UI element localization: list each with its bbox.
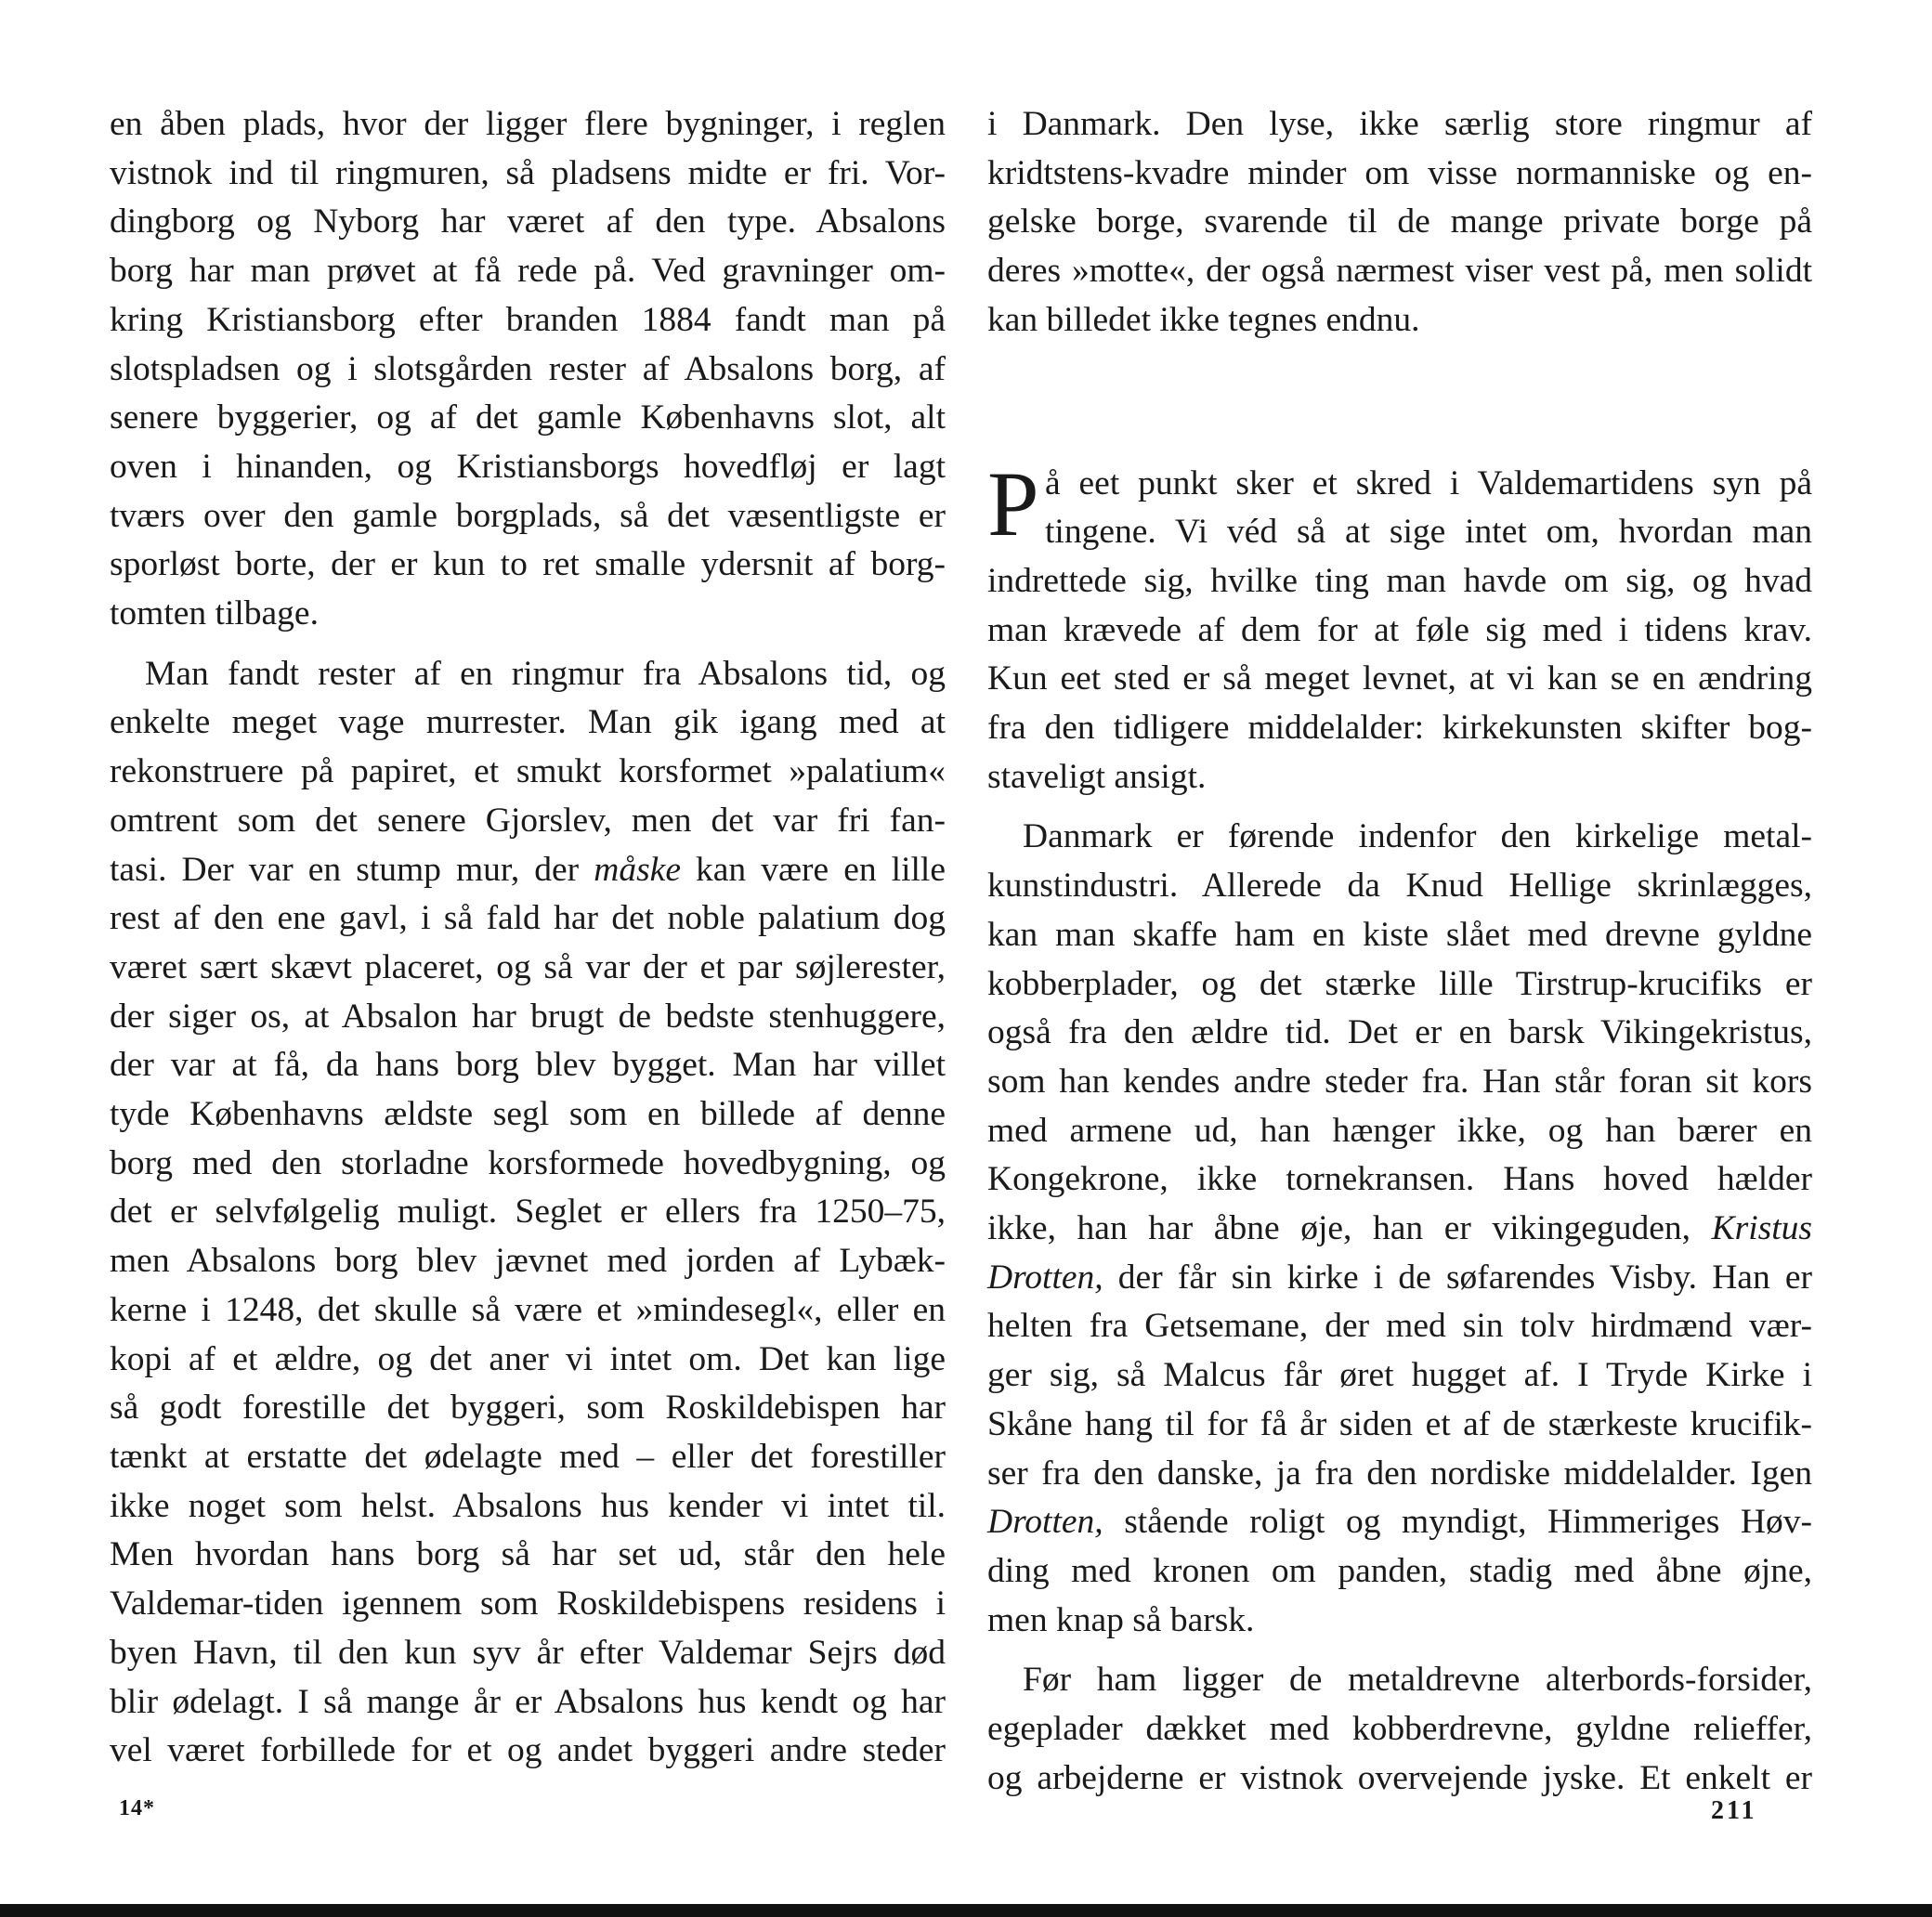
text-line: og arbejderne er vistnok overvejende jyske. Et enkelt er xyxy=(987,1758,1812,1797)
text-line: der var at få, da hans borg blev bygget. Man har villet xyxy=(110,1046,946,1085)
text-line: gelske borge, svarende til de mange private borge på xyxy=(987,202,1812,241)
text-line: vel været forbillede for et og andet byggeri andre steder xyxy=(110,1731,946,1770)
text-line: enkelte meget vage murrester. Man gik igang med at xyxy=(110,703,946,742)
text-line: Men hvordan hans borg så har set ud, står den hele xyxy=(110,1535,946,1574)
paragraph xyxy=(110,100,946,639)
text-line: ger sig, så Malcus får øret hugget af. I Tryde Kirke i xyxy=(987,1356,1812,1395)
text-line: rekonstruere på papiret, et smukt korsformet »palatium« xyxy=(110,752,946,791)
text-line: også fra den ældre tid. Det er en barsk Vikingekristus, xyxy=(987,1013,1812,1052)
text-line: å eet punkt sker et skred i Valdemartidens syn på xyxy=(1045,463,1812,502)
text-line: ikke, han har åbne øje, han er vikingeguden, Kristus xyxy=(987,1209,1812,1248)
text-line: oven i hinanden, og Kristiansborgs hovedfløj er lagt xyxy=(110,447,946,486)
text-line: Danmark er førende indenfor den kirkelige metal- xyxy=(1023,817,1812,856)
text-line: egeplader dækket med kobberdrevne, gyldne relieffer, xyxy=(987,1710,1812,1749)
paragraph xyxy=(987,1656,1812,1803)
text-line: indrettede sig, hvilke ting man havde om sig, og hvad xyxy=(987,561,1812,600)
right-column xyxy=(987,100,1812,1804)
paragraph xyxy=(110,650,946,1776)
drop-cap: P xyxy=(987,451,1039,555)
text-line: været sært skævt placeret, og så var der et par søjlerester, xyxy=(110,947,946,986)
text-line: så godt forestille det byggeri, som Roskildebispen har xyxy=(110,1389,946,1428)
text-line: men knap så barsk. xyxy=(987,1600,1255,1639)
text-line: tyde Københavns ældste segl som en billede af denne xyxy=(110,1095,946,1134)
text-line: en åben plads, hvor der ligger flere bygninger, i reglen xyxy=(110,105,946,143)
text-line: vistnok ind til ringmuren, så pladsens midte er fri. Vor- xyxy=(110,153,946,192)
text-line: slotspladsen og i slotsgården rester af Absalons borg, af xyxy=(110,349,946,388)
text-line: Drotten, stående roligt og myndigt, Himmeriges Høv- xyxy=(987,1503,1812,1542)
text-line: tasi. Der var en stump mur, der måske kan være en lille xyxy=(110,850,946,889)
text-line: deres »motte«, der også nærmest viser vest på, men solidt xyxy=(987,252,1812,291)
text-line: ding med kronen om panden, stadig med åbne øjne, xyxy=(987,1551,1812,1590)
left-column xyxy=(110,100,946,1776)
text-line: tingene. Vi véd så at sige intet om, hvordan man xyxy=(1045,513,1812,552)
page-edge-shadow xyxy=(0,1904,1932,1917)
text-line: Før ham ligger de metaldrevne alterbords-forsider, xyxy=(1023,1661,1812,1700)
text-line: kring Kristiansborg efter branden 1884 fandt man på xyxy=(110,300,946,339)
text-line: omtrent som det senere Gjorslev, men det var fri fan- xyxy=(110,801,946,840)
page-number: 211 xyxy=(1711,1796,1757,1825)
text-line: tværs over den gamle borgplads, så det væsentligste er xyxy=(110,496,946,535)
text-line: men Absalons borg blev jævnet med jorden af Lybæk- xyxy=(110,1242,946,1281)
text-line: Kongekrone, ikke tornekransen. Hans hoved hælder xyxy=(987,1160,1812,1199)
text-line: staveligt ansigt. xyxy=(987,757,1207,796)
text-line: kan billedet ikke tegnes endnu. xyxy=(987,300,1420,339)
text-line: kan man skaffe ham en kiste slået med drevne gyldne xyxy=(987,915,1812,954)
text-line: ikke noget som helst. Absalons hus kender vi intet til. xyxy=(110,1486,946,1525)
paragraph xyxy=(987,451,1812,802)
text-line: Kun eet sted er så meget levnet, at vi kan se en ændring xyxy=(987,659,1812,698)
paragraph xyxy=(987,813,1812,1645)
text-line: i Danmark. Den lyse, ikke særlig store ringmur af xyxy=(987,105,1812,143)
text-line: borg har man prøvet at få rede på. Ved gravninger om- xyxy=(110,252,946,291)
paragraph xyxy=(987,100,1812,346)
text-line: fra den tidligere middelalder: kirkekunsten skifter bog- xyxy=(987,709,1812,748)
text-line: Drotten, der får sin kirke i de søfarendes Visby. Han er xyxy=(987,1258,1812,1297)
text-line: Skåne hang til for få år siden et af de stærkeste krucifik- xyxy=(987,1404,1812,1443)
text-line: sporløst borte, der er kun to ret smalle ydersnit af borg- xyxy=(110,545,946,584)
text-line: rest af den ene gavl, i så fald har det noble palatium dog xyxy=(110,899,946,938)
text-line: senere byggerier, og af det gamle Københavns slot, alt xyxy=(110,398,946,437)
text-line: Man fandt rester af en ringmur fra Absalons tid, og xyxy=(145,654,946,693)
text-line: man krævede af dem for at føle sig med i tidens krav. xyxy=(987,610,1812,649)
text-line: kridtstens-kvadre minder om visse normanniske og en- xyxy=(987,153,1812,192)
text-line: borg med den storladne korsformede hovedbygning, og xyxy=(110,1143,946,1182)
text-line: kerne i 1248, det skulle så være et »mindesegl«, eller en xyxy=(110,1290,946,1329)
text-line: blir ødelagt. I så mange år er Absalons hus kendt og har xyxy=(110,1682,946,1721)
text-line: byen Havn, til den kun syv år efter Valdemar Sejrs død xyxy=(110,1633,946,1672)
text-line: med armene ud, han hænger ikke, og han bærer en xyxy=(987,1111,1812,1150)
text-line: kopi af et ældre, og det aner vi intet om. Det kan lige xyxy=(110,1339,946,1378)
text-line: tænkt at erstatte det ødelagte med – eller det forestiller xyxy=(110,1437,946,1476)
signature-mark: 14* xyxy=(119,1796,155,1820)
text-line: helten fra Getsemane, der med sin tolv hirdmænd vær- xyxy=(987,1307,1812,1346)
text-line: dingborg og Nyborg har været af den type. Absalons xyxy=(110,202,946,241)
text-line: kobberplader, og det stærke lille Tirstrup-krucifiks er xyxy=(987,964,1812,1003)
text-line: Valdemar-tiden igennem som Roskildebispens residens i xyxy=(110,1584,946,1624)
text-line: tomten tilbage. xyxy=(110,594,319,633)
text-line: ser fra den danske, ja fra den nordiske middelalder. Igen xyxy=(987,1454,1812,1493)
text-line: det er selvfølgelig muligt. Seglet er ellers fra 1250–75, xyxy=(110,1193,946,1232)
text-line: der siger os, at Absalon har brugt de bedste stenhuggere, xyxy=(110,997,946,1036)
text-line: kunstindustri. Allerede da Knud Hellige skrinlægges, xyxy=(987,867,1812,906)
text-line: som han kendes andre steder fra. Han står foran sit kors xyxy=(987,1062,1812,1101)
